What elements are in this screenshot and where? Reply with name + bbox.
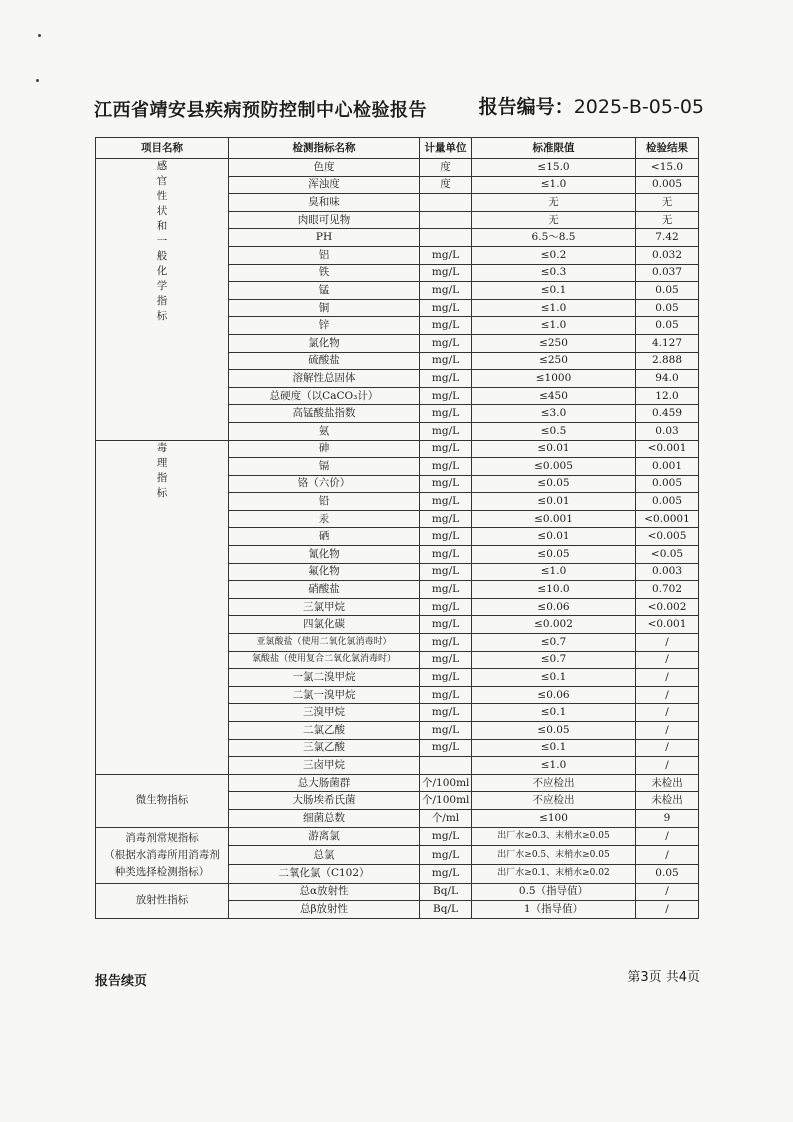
indicator-cell: 二氯一溴甲烷 — [229, 686, 420, 704]
unit-cell: mg/L — [420, 493, 472, 511]
limit-cell: ≤0.05 — [472, 475, 636, 493]
result-cell: <15.0 — [636, 159, 699, 177]
unit-cell: Bq/L — [420, 883, 472, 901]
table-row — [96, 827, 699, 846]
indicator-cell: 锌 — [229, 317, 420, 335]
result-cell: 0.05 — [636, 864, 699, 883]
result-cell: / — [636, 757, 699, 775]
unit-cell: mg/L — [420, 722, 472, 740]
category-cell — [96, 827, 229, 883]
indicator-cell: 铝 — [229, 246, 420, 264]
unit-cell: 个/100ml — [420, 792, 472, 810]
category-cell: 微生物指标 — [96, 774, 229, 827]
indicator-cell: 总β放射性 — [229, 901, 420, 919]
result-cell: <0.005 — [636, 528, 699, 546]
limit-cell: ≤3.0 — [472, 405, 636, 423]
result-cell: 0.003 — [636, 563, 699, 581]
table-row — [96, 883, 699, 901]
unit-cell: mg/L — [420, 352, 472, 370]
limit-cell: ≤0.06 — [472, 686, 636, 704]
result-cell: <0.05 — [636, 546, 699, 564]
result-cell: / — [636, 651, 699, 669]
result-cell: 0.05 — [636, 282, 699, 300]
indicator-cell: 总氯 — [229, 846, 420, 865]
result-cell: / — [636, 634, 699, 652]
limit-cell: ≤0.01 — [472, 528, 636, 546]
col-header-item-category: 项目名称 — [96, 138, 229, 159]
unit-cell: mg/L — [420, 405, 472, 423]
unit-cell: mg/L — [420, 827, 472, 846]
table-body — [96, 159, 699, 919]
result-cell: / — [636, 686, 699, 704]
indicator-cell: 氯酸盐（使用复合二氧化氯消毒时） — [229, 651, 420, 669]
result-cell: 94.0 — [636, 370, 699, 388]
unit-cell — [420, 194, 472, 212]
limit-cell: 无 — [472, 211, 636, 229]
result-cell: 0.03 — [636, 422, 699, 440]
indicator-cell: 二氧化氯（C102） — [229, 864, 420, 883]
unit-cell: mg/L — [420, 299, 472, 317]
category-cell — [96, 440, 229, 774]
limit-cell: ≤1.0 — [472, 317, 636, 335]
limit-cell: ≤0.005 — [472, 458, 636, 476]
limit-cell: ≤1.0 — [472, 563, 636, 581]
limit-cell: ≤450 — [472, 387, 636, 405]
result-cell: / — [636, 901, 699, 919]
unit-cell: mg/L — [420, 846, 472, 865]
result-cell: <0.001 — [636, 616, 699, 634]
result-cell: 0.05 — [636, 299, 699, 317]
limit-cell: ≤0.1 — [472, 669, 636, 687]
unit-cell: 度 — [420, 176, 472, 194]
unit-cell: mg/L — [420, 458, 472, 476]
unit-cell: mg/L — [420, 669, 472, 687]
limit-cell: ≤1.0 — [472, 176, 636, 194]
indicator-cell: 硝酸盐 — [229, 581, 420, 599]
result-cell: 0.037 — [636, 264, 699, 282]
indicator-cell: 氟化物 — [229, 563, 420, 581]
indicator-cell: 铬（六价） — [229, 475, 420, 493]
footer-continued-label: 报告续页 — [95, 974, 148, 989]
indicator-cell: 氰化物 — [229, 546, 420, 564]
col-header-unit: 计量单位 — [420, 138, 472, 159]
result-cell: <0.0001 — [636, 510, 699, 528]
limit-cell: ≤0.7 — [472, 634, 636, 652]
result-cell: 0.05 — [636, 317, 699, 335]
indicator-cell: 高锰酸盐指数 — [229, 405, 420, 423]
indicator-cell: 浑浊度 — [229, 176, 420, 194]
limit-cell: 0.5（指导值） — [472, 883, 636, 901]
result-cell: 4.127 — [636, 334, 699, 352]
result-cell: 2.888 — [636, 352, 699, 370]
footer-page-info: 第3页 共4页 — [627, 970, 700, 985]
indicator-cell: 游离氯 — [229, 827, 420, 846]
category-name: 感官性状和一般化学指标 — [156, 160, 168, 322]
limit-cell: 不应检出 — [472, 774, 636, 792]
limit-cell: ≤0.1 — [472, 739, 636, 757]
unit-cell: mg/L — [420, 651, 472, 669]
indicator-cell: 细菌总数 — [229, 809, 420, 827]
indicator-cell: 亚氯酸盐（使用二氧化氯消毒时） — [229, 634, 420, 652]
limit-cell: 1（指导值） — [472, 901, 636, 919]
indicator-cell: 溶解性总固体 — [229, 370, 420, 388]
unit-cell: mg/L — [420, 634, 472, 652]
result-cell: / — [636, 846, 699, 865]
unit-cell: mg/L — [420, 739, 472, 757]
unit-cell: mg/L — [420, 581, 472, 599]
col-header-result: 检验结果 — [636, 138, 699, 159]
indicator-cell: 总大肠菌群 — [229, 774, 420, 792]
result-cell: 无 — [636, 194, 699, 212]
unit-cell: mg/L — [420, 422, 472, 440]
unit-cell: mg/L — [420, 704, 472, 722]
category-note: （根据水消毒所用消毒剂种类选择检测指标） — [104, 848, 220, 878]
indicator-cell: 铜 — [229, 299, 420, 317]
result-cell: 0.459 — [636, 405, 699, 423]
indicator-cell: 汞 — [229, 510, 420, 528]
unit-cell: Bq/L — [420, 901, 472, 919]
limit-cell: 无 — [472, 194, 636, 212]
limit-cell: ≤0.01 — [472, 493, 636, 511]
unit-cell: mg/L — [420, 387, 472, 405]
unit-cell: mg/L — [420, 686, 472, 704]
result-cell: <0.001 — [636, 440, 699, 458]
indicator-cell: 锰 — [229, 282, 420, 300]
table-row — [96, 774, 699, 792]
result-cell: / — [636, 722, 699, 740]
category-name: 毒理指标 — [156, 441, 168, 499]
limit-cell: 出厂水≥0.5、末梢水≥0.05 — [472, 846, 636, 865]
indicator-cell: 三溴甲烷 — [229, 704, 420, 722]
result-cell: 0.005 — [636, 493, 699, 511]
indicator-cell: 肉眼可见物 — [229, 211, 420, 229]
table-row — [96, 440, 699, 458]
indicator-cell: 氯化物 — [229, 334, 420, 352]
col-header-limit: 标准限值 — [472, 138, 636, 159]
unit-cell — [420, 229, 472, 247]
category-cell — [96, 159, 229, 441]
limit-cell: ≤0.7 — [472, 651, 636, 669]
indicator-cell: 铁 — [229, 264, 420, 282]
limit-cell: ≤250 — [472, 334, 636, 352]
unit-cell: mg/L — [420, 440, 472, 458]
indicator-cell: 镉 — [229, 458, 420, 476]
unit-cell: mg/L — [420, 598, 472, 616]
result-cell: / — [636, 669, 699, 687]
limit-cell: ≤1.0 — [472, 299, 636, 317]
result-cell: 未检出 — [636, 774, 699, 792]
limit-cell: 不应检出 — [472, 792, 636, 810]
limit-cell: ≤0.01 — [472, 440, 636, 458]
unit-cell: mg/L — [420, 546, 472, 564]
limit-cell: ≤1.0 — [472, 757, 636, 775]
category-cell: 放射性指标 — [96, 883, 229, 918]
unit-cell: mg/L — [420, 563, 472, 581]
report-header — [94, 96, 704, 126]
unit-cell: mg/L — [420, 370, 472, 388]
result-cell: 0.702 — [636, 581, 699, 599]
result-cell: 12.0 — [636, 387, 699, 405]
unit-cell: mg/L — [420, 475, 472, 493]
indicator-cell: 三卤甲烷 — [229, 757, 420, 775]
limit-cell: ≤0.002 — [472, 616, 636, 634]
limit-cell: ≤0.1 — [472, 704, 636, 722]
results-table — [95, 137, 699, 919]
limit-cell: ≤0.5 — [472, 422, 636, 440]
unit-cell: mg/L — [420, 264, 472, 282]
result-cell: 0.005 — [636, 176, 699, 194]
result-cell: / — [636, 827, 699, 846]
unit-cell: mg/L — [420, 334, 472, 352]
indicator-cell: 砷 — [229, 440, 420, 458]
col-header-indicator: 检测指标名称 — [229, 138, 420, 159]
unit-cell: 个/100ml — [420, 774, 472, 792]
indicator-cell: 氨 — [229, 422, 420, 440]
report-number-value: 2025-B-05-05 — [573, 96, 704, 118]
table-row — [96, 159, 699, 177]
table-header-row — [96, 138, 699, 159]
indicator-cell: 大肠埃希氏菌 — [229, 792, 420, 810]
indicator-cell: 总α放射性 — [229, 883, 420, 901]
indicator-cell: 硒 — [229, 528, 420, 546]
scan-speck — [38, 34, 41, 37]
indicator-cell: 臭和味 — [229, 194, 420, 212]
result-cell: 无 — [636, 211, 699, 229]
unit-cell — [420, 757, 472, 775]
limit-cell: ≤100 — [472, 809, 636, 827]
result-cell: / — [636, 739, 699, 757]
result-cell: 7.42 — [636, 229, 699, 247]
limit-cell: ≤10.0 — [472, 581, 636, 599]
result-cell: <0.002 — [636, 598, 699, 616]
unit-cell — [420, 211, 472, 229]
report-title: 江西省靖安县疾病预防控制中心检验报告 — [94, 100, 427, 121]
indicator-cell: PH — [229, 229, 420, 247]
unit-cell: mg/L — [420, 616, 472, 634]
limit-cell: ≤250 — [472, 352, 636, 370]
indicator-cell: 四氯化碳 — [229, 616, 420, 634]
unit-cell: 个/ml — [420, 809, 472, 827]
limit-cell: 出厂水≥0.1、末梢水≥0.02 — [472, 864, 636, 883]
indicator-cell: 色度 — [229, 159, 420, 177]
limit-cell: ≤0.3 — [472, 264, 636, 282]
indicator-cell: 二氯乙酸 — [229, 722, 420, 740]
limit-cell: ≤0.001 — [472, 510, 636, 528]
indicator-cell: 铅 — [229, 493, 420, 511]
unit-cell: 度 — [420, 159, 472, 177]
limit-cell: 出厂水≥0.3、末梢水≥0.05 — [472, 827, 636, 846]
result-cell: 未检出 — [636, 792, 699, 810]
unit-cell: mg/L — [420, 317, 472, 335]
limit-cell: ≤1000 — [472, 370, 636, 388]
limit-cell: ≤0.06 — [472, 598, 636, 616]
unit-cell: mg/L — [420, 246, 472, 264]
category-name: 消毒剂常规指标 — [125, 831, 199, 844]
indicator-cell: 硫酸盐 — [229, 352, 420, 370]
indicator-cell: 三氯甲烷 — [229, 598, 420, 616]
result-cell: 0.032 — [636, 246, 699, 264]
limit-cell: 6.5～8.5 — [472, 229, 636, 247]
indicator-cell: 一氯二溴甲烷 — [229, 669, 420, 687]
unit-cell: mg/L — [420, 864, 472, 883]
indicator-cell: 总硬度（以CaCO₃计） — [229, 387, 420, 405]
result-cell: 9 — [636, 809, 699, 827]
limit-cell: ≤0.05 — [472, 722, 636, 740]
result-cell: / — [636, 883, 699, 901]
result-cell: / — [636, 704, 699, 722]
unit-cell: mg/L — [420, 282, 472, 300]
limit-cell: ≤0.2 — [472, 246, 636, 264]
report-number-label: 报告编号： — [478, 96, 574, 118]
indicator-cell: 三氯乙酸 — [229, 739, 420, 757]
result-cell: 0.001 — [636, 458, 699, 476]
limit-cell: ≤0.05 — [472, 546, 636, 564]
report-number — [479, 92, 704, 119]
result-cell: 0.005 — [636, 475, 699, 493]
limit-cell: ≤15.0 — [472, 159, 636, 177]
scan-speck — [36, 79, 39, 82]
unit-cell: mg/L — [420, 510, 472, 528]
unit-cell: mg/L — [420, 528, 472, 546]
limit-cell: ≤0.1 — [472, 282, 636, 300]
